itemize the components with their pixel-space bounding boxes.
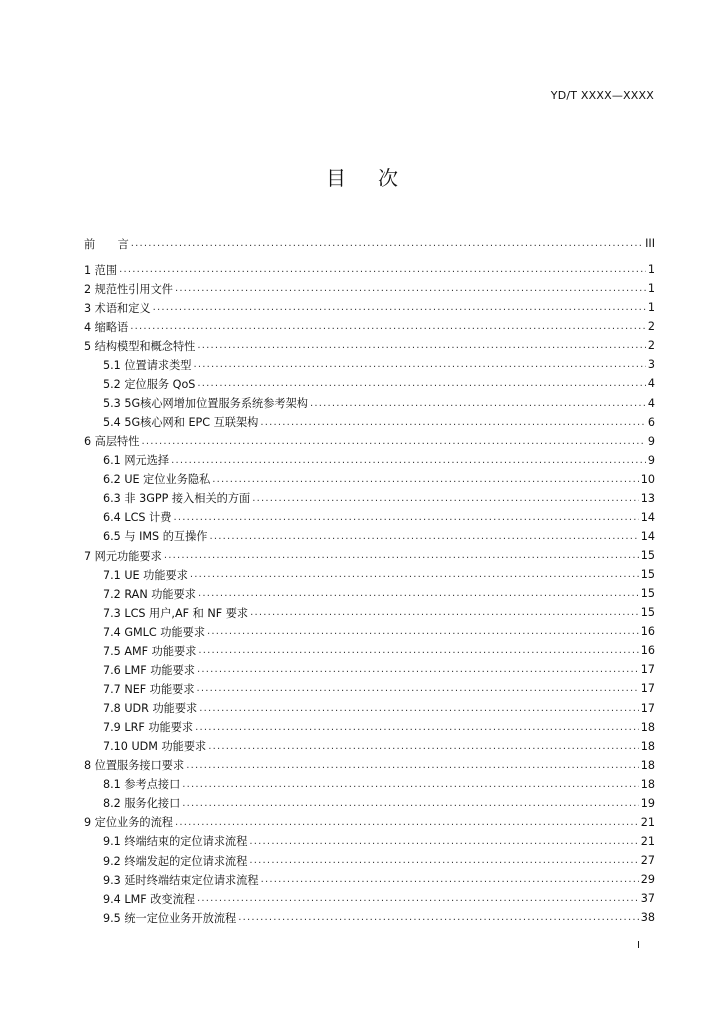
toc-entry-page: 1 <box>647 263 655 277</box>
toc-entry-page: 18 <box>640 777 655 791</box>
document-identifier: YD/T XXXX—XXXX <box>550 89 654 102</box>
toc-entry[interactable] <box>84 679 655 698</box>
toc-entry[interactable] <box>84 889 655 908</box>
toc-entry[interactable] <box>84 603 655 622</box>
toc-entry[interactable] <box>84 527 655 546</box>
toc-entry-page: 37 <box>640 892 655 906</box>
toc-leader-dots <box>141 436 645 447</box>
toc-entry[interactable] <box>84 699 655 718</box>
toc-entry-page: 15 <box>640 606 655 620</box>
toc-leader-dots <box>197 664 639 675</box>
toc-leader-dots <box>197 340 646 351</box>
toc-leader-dots <box>195 722 639 733</box>
toc-entry[interactable] <box>84 489 655 508</box>
toc-leader-dots <box>119 264 646 275</box>
toc-entry[interactable] <box>84 775 655 794</box>
toc-entry-label: 9.4 LMF 改变流程 <box>103 892 195 906</box>
table-of-contents <box>84 234 655 927</box>
toc-entry-page: 21 <box>640 815 655 829</box>
toc-entry-page: III <box>645 237 655 251</box>
toc-leader-dots <box>252 493 639 504</box>
toc-entry-label: 8.2 服务化接口 <box>103 797 181 811</box>
toc-leader-dots <box>131 238 643 249</box>
toc-entry[interactable] <box>84 260 655 279</box>
toc-leader-dots <box>190 569 639 580</box>
toc-entry-label: 9.2 终端发起的定位请求流程 <box>103 854 248 868</box>
toc-entry-label: 6.5 与 IMS 的互操作 <box>103 530 208 544</box>
toc-entry[interactable] <box>84 355 655 374</box>
toc-entry-page: 10 <box>640 472 655 486</box>
toc-entry-label: 6.3 非 3GPP 接入相关的方面 <box>103 492 251 506</box>
toc-entry-label: 7.2 RAN 功能要求 <box>103 587 196 601</box>
toc-entry-page: 16 <box>640 644 655 658</box>
toc-entry[interactable] <box>84 737 655 756</box>
toc-entry-label: 7.7 NEF 功能要求 <box>103 682 195 696</box>
toc-entry-label: 9.5 统一定位业务开放流程 <box>103 911 237 925</box>
toc-entry[interactable] <box>84 870 655 889</box>
toc-entry-label: 6 高层特性 <box>84 435 140 449</box>
toc-entry-page: 27 <box>640 854 655 868</box>
toc-entry-label: 7.3 LCS 用户,AF 和 NF 要求 <box>103 606 249 620</box>
toc-entry-page: 29 <box>640 873 655 887</box>
toc-entry[interactable] <box>84 641 655 660</box>
toc-entry[interactable] <box>84 394 655 413</box>
toc-entry-label: 7 网元功能要求 <box>84 549 162 563</box>
toc-entry-page: 2 <box>647 320 655 334</box>
toc-entry-label: 4 缩略语 <box>84 320 129 334</box>
toc-entry-label: 1 范围 <box>84 263 118 277</box>
toc-entry-label: 5.3 5G核心网增加位置服务系统参考架构 <box>103 397 308 411</box>
toc-entry-label: 9.3 延时终端结束定位请求流程 <box>103 873 259 887</box>
toc-leader-dots <box>260 417 646 428</box>
toc-entry-page: 18 <box>640 758 655 772</box>
toc-entry-label: 5.2 定位服务 QoS <box>103 377 196 391</box>
toc-entry[interactable] <box>84 451 655 470</box>
toc-entry-page: 14 <box>640 529 655 543</box>
toc-entry-label: 7.5 AMF 功能要求 <box>103 644 197 658</box>
toc-leader-dots <box>209 531 638 542</box>
toc-entry-page: 17 <box>640 663 655 677</box>
toc-leader-dots <box>186 760 639 771</box>
toc-entry-label: 5.4 5G核心网和 EPC 互联架构 <box>103 416 259 430</box>
toc-leader-dots <box>182 798 638 809</box>
page-number: I <box>637 940 640 951</box>
toc-leader-dots <box>164 550 639 561</box>
toc-entry-page: 9 <box>647 434 655 448</box>
toc-entry-label: 5 结构模型和概念特性 <box>84 339 196 353</box>
toc-entry[interactable] <box>84 908 655 927</box>
toc-entry[interactable] <box>84 317 655 336</box>
toc-entry-page: 16 <box>640 625 655 639</box>
toc-entry-page: 6 <box>647 415 655 429</box>
toc-entry[interactable] <box>84 660 655 679</box>
toc-entry[interactable] <box>84 832 655 851</box>
toc-entry[interactable] <box>84 718 655 737</box>
toc-entry-page: 17 <box>640 682 655 696</box>
toc-leader-dots <box>199 703 639 714</box>
toc-entry[interactable] <box>84 336 655 355</box>
toc-entry[interactable] <box>84 234 655 253</box>
toc-entry-label: 7.4 GMLC 功能要求 <box>103 625 206 639</box>
toc-leader-dots <box>212 474 638 485</box>
page-title: 目次 <box>326 166 430 190</box>
toc-entry-page: 18 <box>640 720 655 734</box>
toc-entry-page: 15 <box>640 587 655 601</box>
toc-entry-page: 1 <box>647 282 655 296</box>
toc-entry-page: 13 <box>640 491 655 505</box>
toc-entry-label: 3 术语和定义 <box>84 301 151 315</box>
toc-entry[interactable] <box>84 298 655 317</box>
toc-leader-dots <box>198 645 638 656</box>
toc-leader-dots <box>208 741 639 752</box>
toc-entry-label: 6.2 UE 定位业务隐私 <box>103 473 211 487</box>
toc-entry-page: 3 <box>647 358 655 372</box>
toc-entry-label: 9.1 终端结束的定位请求流程 <box>103 835 248 849</box>
toc-leader-dots <box>197 893 639 904</box>
toc-leader-dots <box>153 302 646 313</box>
toc-entry-page: 15 <box>640 549 655 563</box>
toc-entry-page: 19 <box>640 796 655 810</box>
toc-entry[interactable] <box>84 374 655 393</box>
toc-entry-label: 2 规范性引用文件 <box>84 282 173 296</box>
toc-entry-page: 4 <box>647 396 655 410</box>
toc-entry-label: 9 定位业务的流程 <box>84 816 173 830</box>
toc-entry-page: 14 <box>640 510 655 524</box>
toc-entry-page: 21 <box>640 834 655 848</box>
toc-entry[interactable] <box>84 756 655 775</box>
toc-leader-dots <box>310 398 646 409</box>
toc-entry-page: 4 <box>647 377 655 391</box>
toc-entry[interactable] <box>84 432 655 451</box>
toc-leader-dots <box>198 588 639 599</box>
toc-entry-label: 8.1 参考点接口 <box>103 778 181 792</box>
toc-leader-dots <box>175 817 639 828</box>
toc-entry-page: 38 <box>640 911 655 925</box>
toc-entry-page: 2 <box>647 339 655 353</box>
toc-leader-dots <box>249 855 638 866</box>
toc-leader-dots <box>197 683 639 694</box>
toc-leader-dots <box>261 874 639 885</box>
toc-entry[interactable] <box>84 413 655 432</box>
toc-entry-label: 6.4 LCS 计费 <box>103 511 172 525</box>
toc-leader-dots <box>130 321 646 332</box>
toc-entry-label: 7.8 UDR 功能要求 <box>103 702 198 716</box>
toc-entry-page: 18 <box>640 739 655 753</box>
toc-leader-dots <box>207 626 639 637</box>
toc-entry[interactable] <box>84 584 655 603</box>
toc-leader-dots <box>197 378 645 389</box>
toc-entry-label: 7.9 LRF 功能要求 <box>103 721 194 735</box>
toc-entry-page: 9 <box>647 453 655 467</box>
toc-entry-label: 5.1 位置请求类型 <box>103 358 192 372</box>
toc-entry-page: 1 <box>647 301 655 315</box>
toc-entry-page: 15 <box>640 568 655 582</box>
toc-entry[interactable] <box>84 565 655 584</box>
toc-leader-dots <box>249 836 638 847</box>
toc-entry[interactable] <box>84 546 655 565</box>
toc-leader-dots <box>175 283 646 294</box>
toc-entry-label: 7.10 UDM 功能要求 <box>103 740 207 754</box>
toc-entry[interactable] <box>84 794 655 813</box>
toc-leader-dots <box>238 912 639 923</box>
toc-entry[interactable] <box>84 851 655 870</box>
toc-leader-dots <box>182 779 638 790</box>
toc-entry[interactable] <box>84 813 655 832</box>
toc-entry-label: 7.6 LMF 功能要求 <box>103 663 195 677</box>
toc-entry-label: 前 言 <box>84 237 129 251</box>
toc-entry-label: 8 位置服务接口要求 <box>84 759 185 773</box>
toc-entry[interactable] <box>84 279 655 298</box>
toc-entry-label: 7.1 UE 功能要求 <box>103 568 188 582</box>
toc-entry[interactable] <box>84 470 655 489</box>
toc-leader-dots <box>173 512 638 523</box>
toc-entry[interactable] <box>84 622 655 641</box>
toc-leader-dots <box>250 607 639 618</box>
toc-leader-dots <box>193 359 645 370</box>
toc-entry[interactable] <box>84 508 655 527</box>
toc-entry-page: 17 <box>640 701 655 715</box>
toc-entry-label: 6.1 网元选择 <box>103 454 170 468</box>
toc-leader-dots <box>171 455 646 466</box>
